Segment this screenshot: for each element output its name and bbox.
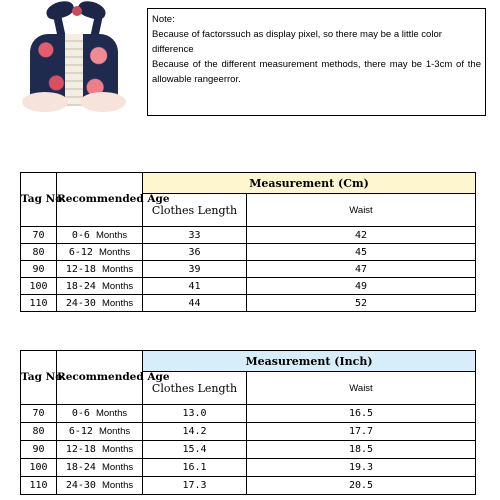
cell-tag-no: 90 [21,261,57,278]
age-range: 6-12 [68,246,93,258]
age-range: 12-18 [65,263,96,275]
cell-tag-no: 70 [21,227,57,244]
cell-waist: 20.5 [247,477,476,495]
note-title: Note: [152,14,175,25]
cell-tag-no: 80 [21,244,57,261]
age-range: 0-6 [71,408,90,419]
note-box [147,8,486,116]
cell-age [57,227,143,244]
age-range: 24-30 [65,480,96,491]
table-row [21,227,476,244]
cell-clothes-length: 33 [143,227,247,244]
cell-tag-no: 80 [21,423,57,441]
size-table-inch [20,350,476,495]
table-row [21,278,476,295]
age-range: 0-6 [71,229,90,241]
cell-tag-no: 110 [21,477,57,495]
cell-waist: 52 [247,295,476,312]
cell-tag-no: 100 [21,278,57,295]
cell-age [57,295,143,312]
header-clothes-length: Clothes Length [143,194,247,227]
cell-waist: 49 [247,278,476,295]
cell-age [57,278,143,295]
cell-clothes-length: 16.1 [143,459,247,477]
cell-tag-no: 90 [21,441,57,459]
age-range: 18-24 [65,462,96,473]
cell-waist: 47 [247,261,476,278]
cell-clothes-length: 15.4 [143,441,247,459]
table-row [21,441,476,459]
cell-clothes-length: 13.0 [143,405,247,423]
cell-waist: 16.5 [247,405,476,423]
cell-waist: 42 [247,227,476,244]
header-tag-no: Tag No. [21,351,57,405]
cell-tag-no: 110 [21,295,57,312]
header-recommended-age: Recommended Age [57,173,143,227]
cell-tag-no: 100 [21,459,57,477]
age-unit: Months [101,280,134,292]
lace-trim [65,34,83,106]
header-measurement-cm: Measurement (Cm) [143,173,476,194]
note-line-measurement: Because of the different measurement methods, there may be 1-3cm of the allowable rangeerror. [152,59,481,85]
table-row [21,477,476,495]
age-range: 18-24 [65,280,96,292]
table-row [21,244,476,261]
header-measurement-inch: Measurement (Inch) [143,351,476,372]
table-row [21,423,476,441]
age-unit: Months [101,297,134,309]
cell-age [57,423,143,441]
age-range: 12-18 [65,444,96,455]
cell-age [57,477,143,495]
table-row [21,295,476,312]
size-table-cm [20,172,476,312]
note-line-color: Because of factorssuch as display pixel, so there may be a little color difference [152,29,442,55]
cell-age [57,441,143,459]
age-unit: Months [101,444,134,455]
age-unit: Months [95,229,128,241]
product-image [8,0,140,118]
header-tag-no: Tag No. [21,173,57,227]
age-range: 6-12 [68,426,93,437]
age-unit: Months [101,480,134,491]
cell-waist: 17.7 [247,423,476,441]
cell-clothes-length: 39 [143,261,247,278]
cell-age [57,405,143,423]
header-waist: Waist [247,372,476,405]
cell-clothes-length: 17.3 [143,477,247,495]
table-row [21,405,476,423]
cell-waist: 19.3 [247,459,476,477]
cell-age [57,459,143,477]
age-unit: Months [95,408,128,419]
age-unit: Months [98,246,131,258]
ruffle-right [80,92,126,112]
age-unit: Months [101,462,134,473]
cell-clothes-length: 44 [143,295,247,312]
age-unit: Months [101,263,134,275]
cell-waist: 45 [247,244,476,261]
header-recommended-age: Recommended Age [57,351,143,405]
age-range: 24-30 [65,297,96,309]
cell-clothes-length: 41 [143,278,247,295]
header-waist: Waist [247,194,476,227]
age-unit: Months [98,426,131,437]
cell-clothes-length: 36 [143,244,247,261]
table-row [21,459,476,477]
cell-age [57,261,143,278]
cell-waist: 18.5 [247,441,476,459]
cell-tag-no: 70 [21,405,57,423]
header-clothes-length: Clothes Length [143,372,247,405]
cell-age [57,244,143,261]
cell-clothes-length: 14.2 [143,423,247,441]
table-row [21,261,476,278]
ruffle-left [22,92,68,112]
